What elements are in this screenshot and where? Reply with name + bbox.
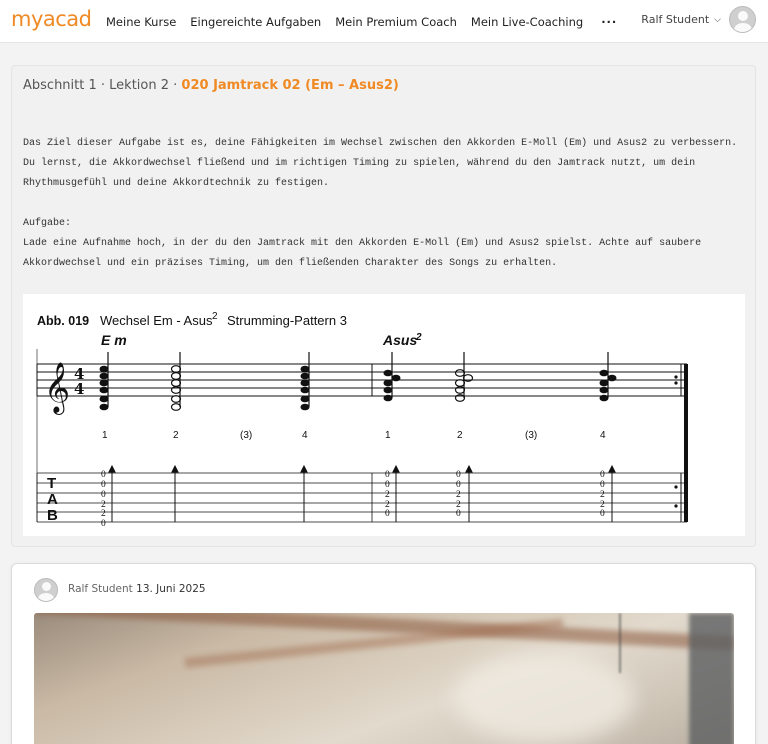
treble-clef-icon: 𝄞 [44,362,71,413]
tab-number: 0 [456,470,461,480]
sheet-music-figure [23,294,745,536]
strum-arrows [109,466,615,522]
em-chord-notes-1 [100,352,109,410]
top-header [0,0,768,43]
tab-number: 0 [385,480,390,490]
beat-label: (3) [525,430,538,441]
logo[interactable]: myacad [11,7,92,31]
tab-number: 0 [456,480,461,490]
tab-number: 0 [385,509,390,519]
final-barline [684,364,688,522]
lesson-intro: Das Ziel dieser Aufgabe ist es, deine Fähigkeiten im Wechsel zwischen den Akkorden E-Moll (Em) und Asus2 zu verbessern. Du lernst, die Akkordwechsel fließend und im richtigen Timing zu spielen, während du den Jamtrack nutzt, um dein Rhythmusgefühl und deine Akkordtechnik zu festigen. [23,138,738,189]
beat-label: 4 [302,430,308,441]
figure-number: Abb. 019 [37,314,90,328]
tab-number: 0 [101,519,106,529]
time-signature-bottom: 4 [74,380,85,398]
tab-number: 0 [101,470,106,480]
chord-asus-superscript: 2 [416,332,422,343]
task-text: Lade eine Aufnahme hoch, in der du den Jamtrack mit den Akkorden E-Moll (Em) und Asus2 spielst. Achte auf saubere Akkordwechsel und ein präzises Timing, um den fließenden Charakter des Songs zu erhalten. [23,238,702,269]
tab-number: 0 [456,509,461,519]
tab-number: 0 [101,490,106,500]
beat-label: 4 [600,430,606,441]
tab-number: 0 [385,470,390,480]
tab-number: 2 [385,500,390,510]
post-meta [68,583,206,595]
nav-premium-coach[interactable]: Mein Premium Coach [335,14,457,29]
tab-number: 2 [600,500,605,510]
user-name[interactable]: Ralf Student [641,13,710,26]
beat-label: (3) [240,430,253,441]
task-heading: Aufgabe: [23,218,72,229]
beat-label: 2 [457,430,463,441]
strumming-pattern: Strumming-Pattern 3 [227,313,347,328]
beat-label: 1 [102,430,108,441]
nav-live-coaching[interactable]: Mein Live-Coaching [470,14,584,29]
em-chord-notes-2 [172,352,181,410]
beat-label: 1 [385,430,391,441]
lesson-title: 020 Jamtrack 02 (Em – Asus2) [181,78,399,93]
tab-number: 2 [385,490,390,500]
tab-number: 0 [600,470,605,480]
avatar[interactable] [729,6,756,33]
tab-number: 0 [101,480,106,490]
asus-chord-notes-1 [384,352,401,401]
time-signature-top: 4 [74,365,85,383]
lesson-description [23,134,748,274]
breadcrumb: Abschnitt 1 · Lektion 2 · [23,78,182,93]
lesson-card [11,65,756,547]
submission-post [11,563,756,744]
tab-number: 0 [600,480,605,490]
chord-asus: Asus [383,332,418,348]
post-date: 13. Juni 2025 [136,583,206,595]
lesson-heading [23,78,399,93]
sheet-music [23,294,745,536]
caption-superscript: 2 [212,311,218,322]
nav-more-menu[interactable]: ··· [601,14,618,29]
post-author[interactable]: Ralf Student [68,583,133,595]
chord-em: E m [101,332,127,348]
tab-staff [37,349,687,522]
nav-meine-kurse[interactable]: Meine Kurse [106,14,177,29]
tab-number: 2 [600,490,605,500]
tab-number: 2 [101,509,106,519]
tab-number: 2 [456,500,461,510]
user-menu[interactable] [641,6,756,33]
avatar[interactable] [34,578,58,602]
figure-caption: Wechsel Em - Asus [100,313,213,328]
nav-eingereichte-aufgaben[interactable]: Eingereichte Aufgaben [190,14,322,29]
asus-chord-notes-2 [456,352,473,401]
tab-label-t: T [47,475,57,492]
tab-number: 2 [101,500,106,510]
staff [37,364,687,396]
main-nav [106,0,631,43]
em-chord-notes-4 [301,352,310,410]
chevron-down-icon[interactable]: ⌵ [714,14,721,25]
tab-label-b: B [47,507,58,524]
video-player[interactable] [34,613,734,744]
beat-label: 2 [173,430,179,441]
tab-label-a: A [47,491,58,508]
tab-number: 0 [600,509,605,519]
tab-number: 2 [456,490,461,500]
asus-chord-notes-4 [600,352,617,401]
